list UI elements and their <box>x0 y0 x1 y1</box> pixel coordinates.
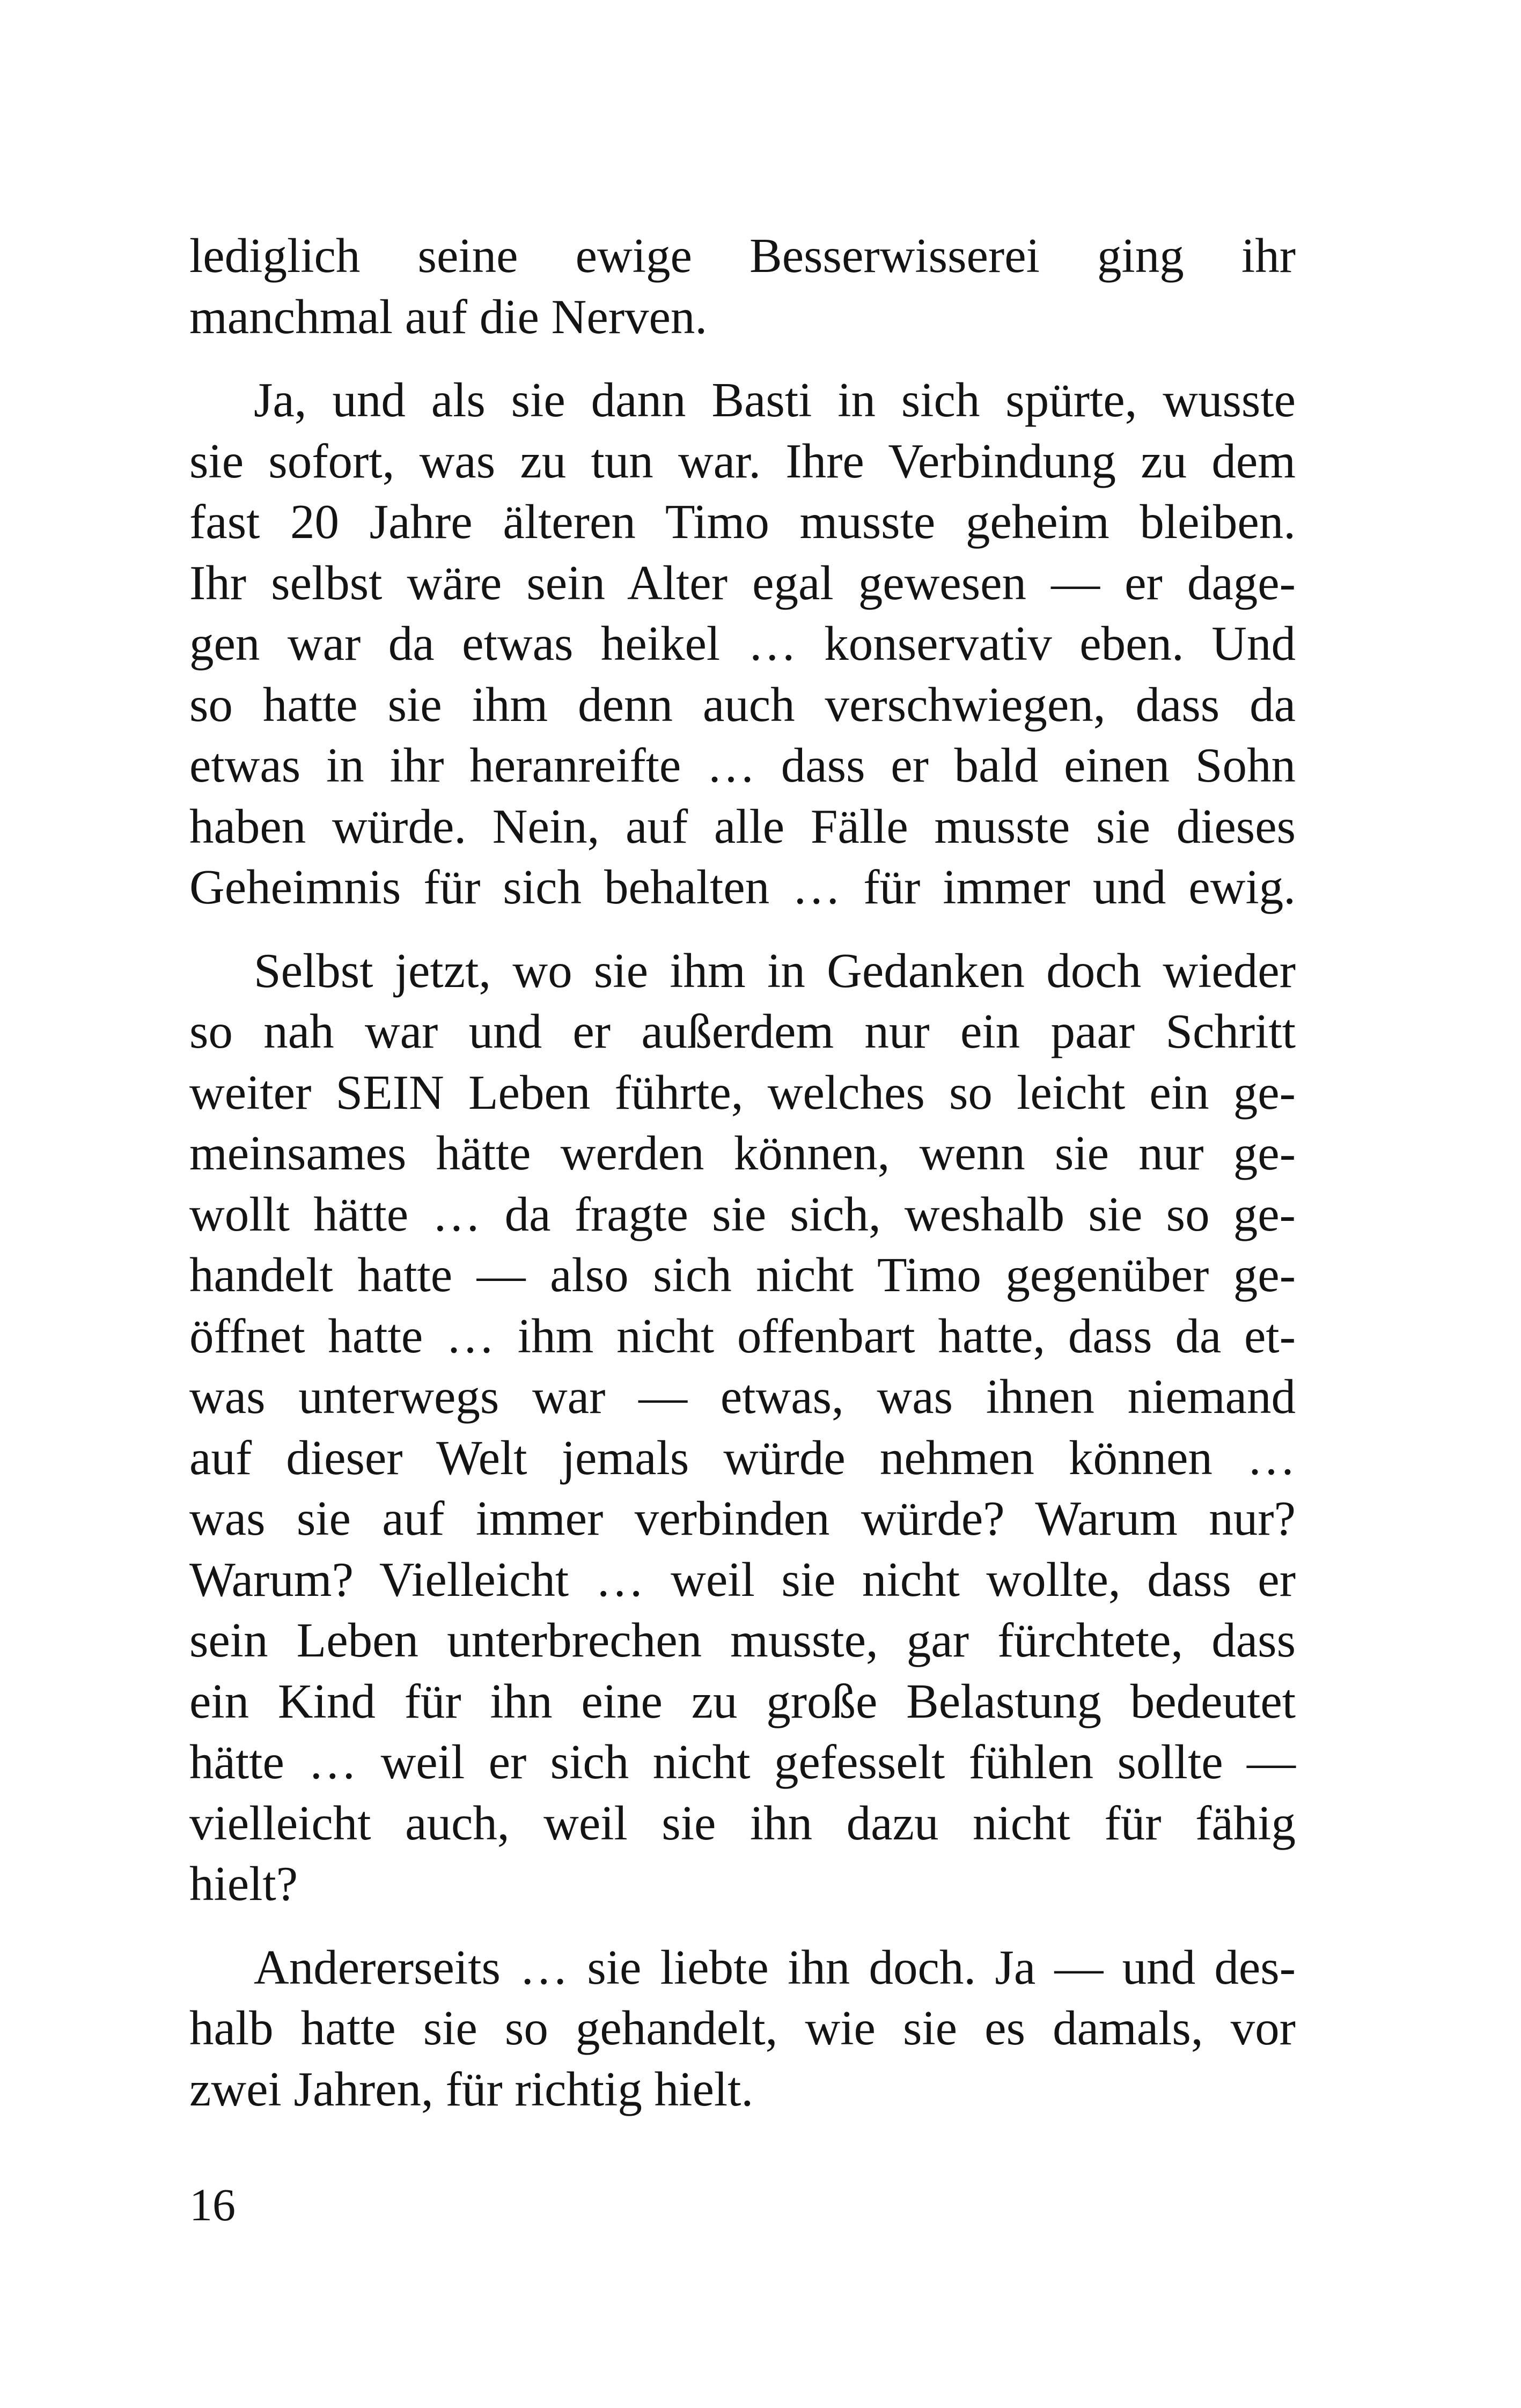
text-line: Geheimnis für sich behalten … für immer und ewig. <box>189 860 1296 914</box>
text-line: auf dieser Welt jemals würde nehmen können … <box>189 1430 1296 1485</box>
text-line: so hatte sie ihm denn auch verschwiegen, dass da <box>189 677 1296 732</box>
text-line: zwei Jahren, für richtig hielt. <box>189 2061 754 2116</box>
paragraph-4 <box>189 1937 1296 2120</box>
text-line: fast 20 Jahre älteren Timo musste geheim bleiben. <box>189 495 1296 549</box>
text-line: hielt? <box>189 1857 298 1911</box>
text-line: haben würde. Nein, auf alle Fälle musste sie dieses <box>189 799 1296 853</box>
text-line: wollt hätte … da fragte sie sich, weshalb sie so ge- <box>189 1187 1296 1241</box>
text-line: so nah war und er außerdem nur ein paar Schritt <box>189 1004 1296 1058</box>
paragraph-2 <box>189 370 1296 918</box>
text-line: gen war da etwas heikel … konservativ eben. Und <box>189 616 1296 671</box>
paragraph-3 <box>189 940 1296 1914</box>
text-line: sein Leben unterbrechen musste, gar fürchtete, dass <box>189 1613 1296 1667</box>
text-line: Andererseits … sie liebte ihn doch. Ja — und des- <box>254 1940 1296 1994</box>
text-line: was unterwegs war — etwas, was ihnen niemand <box>189 1369 1296 1424</box>
text-line: handelt hatte — also sich nicht Timo gegenüber ge- <box>189 1248 1296 1302</box>
text-line: öffnet hatte … ihm nicht offenbart hatte, dass da et- <box>189 1308 1296 1363</box>
text-line: lediglich seine ewige Besserwisserei ging ihr <box>189 229 1296 283</box>
text-line: hätte … weil er sich nicht gefesselt fühlen sollte — <box>189 1735 1296 1789</box>
paragraph-1 <box>189 225 1296 347</box>
text-line: Ihr selbst wäre sein Alter egal gewesen — er dage- <box>189 555 1296 610</box>
text-line: halb hatte sie so gehandelt, wie sie es damals, vor <box>189 2001 1296 2055</box>
text-line: manchmal auf die Nerven. <box>189 289 708 344</box>
text-line: Selbst jetzt, wo sie ihm in Gedanken doch wieder <box>254 943 1296 998</box>
text-line: was sie auf immer verbinden würde? Warum nur? <box>189 1491 1296 1545</box>
text-line: vielleicht auch, weil sie ihn dazu nicht für fähig <box>189 1795 1296 1850</box>
text-line: etwas in ihr heranreifte … dass er bald einen Sohn <box>189 738 1296 792</box>
text-line: meinsames hätte werden können, wenn sie nur ge- <box>189 1126 1296 1180</box>
text-line: weiter SEIN Leben führte, welches so leicht ein ge- <box>189 1065 1296 1120</box>
text-line: Ja, und als sie dann Basti in sich spürte, wusste <box>254 373 1296 427</box>
text-line: sie sofort, was zu tun war. Ihre Verbindung zu dem <box>189 433 1296 488</box>
text-line: Warum? Vielleicht … weil sie nicht wollte, dass er <box>189 1552 1296 1607</box>
page-number: 16 <box>189 2179 236 2230</box>
text-line: ein Kind für ihn eine zu große Belastung bedeutet <box>189 1674 1296 1728</box>
body-text <box>189 225 1296 2119</box>
